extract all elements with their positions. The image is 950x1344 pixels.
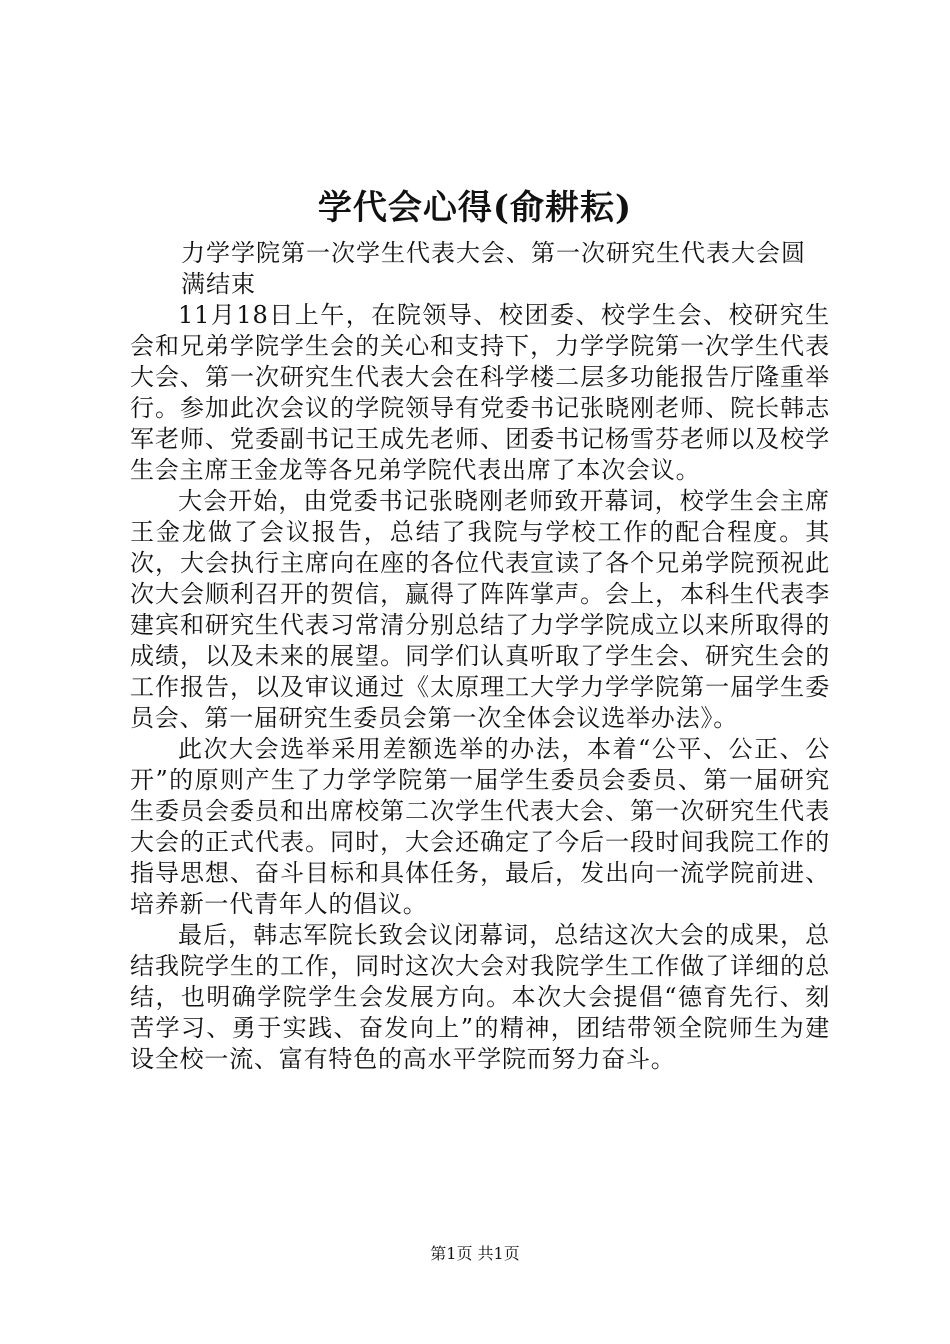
paragraph-2: 大会开始，由党委书记张晓刚老师致开幕词，校学生会主席王金龙做了会议报告，总结了我院与学校工作的配合程度。其次，大会执行主席向在座的各位代表宣读了各个兄弟学院预祝此次大会顺利召开的贺信，赢得了阵阵掌声。会上，本科生代表李建宾和研究生代表习常清分别总结了力学学院成立以来所取得的成绩，以及未来的展望。同学们认真听取了学生会、研究生会的工作报告，以及审议通过《太原理工大学力学学院第一届学生委员会、第一届研究生委员会第一次全体会议选举办法》。 — [130, 487, 830, 732]
document-title: 学代会心得(俞耕耘) — [317, 188, 633, 228]
document-subtitle: 力学学院第一次学生代表大会、第一次研究生代表大会圆满结束 — [181, 239, 806, 298]
paragraph-1: 11月18日上午，在院领导、校团委、校学生会、校研究生会和兄弟学院学生会的关心和支持下，力学学院第一次学生代表大会、第一次研究生代表大会在科学楼二层多功能报告厅隆重举行。参加此次会议的学院领导有党委书记张晓刚老师、院长韩志军老师、党委副书记王成先老师、团委书记杨雪芬老师以及校学生会主席王金龙等各兄弟学院代表出席了本次会议。 — [130, 301, 830, 484]
page-number-footer: 第1页 共1页 — [430, 1244, 520, 1263]
document-body — [130, 300, 830, 1075]
paragraph-3: 此次大会选举采用差额选举的办法，本着“公平、公正、公开”的原则产生了力学学院第一届学生委员会委员、第一届研究生委员会委员和出席校第二次学生代表大会、第一次研究生代表大会的正式代表。同时，大会还确定了今后一段时间我院工作的指导思想、奋斗目标和具体任务，最后，发出向一流学院前进、培养新一代青年人的倡议。 — [130, 735, 830, 918]
paragraph-4: 最后，韩志军院长致会议闭幕词，总结这次大会的成果，总结我院学生的工作，同时这次大会对我院学生工作做了详细的总结，也明确学院学生会发展方向。本次大会提倡“德育先行、刻苦学习、勇于实践、奋发向上”的精神，团结带领全院师生为建设全校一流、富有特色的高水平学院而努力奋斗。 — [130, 921, 830, 1073]
